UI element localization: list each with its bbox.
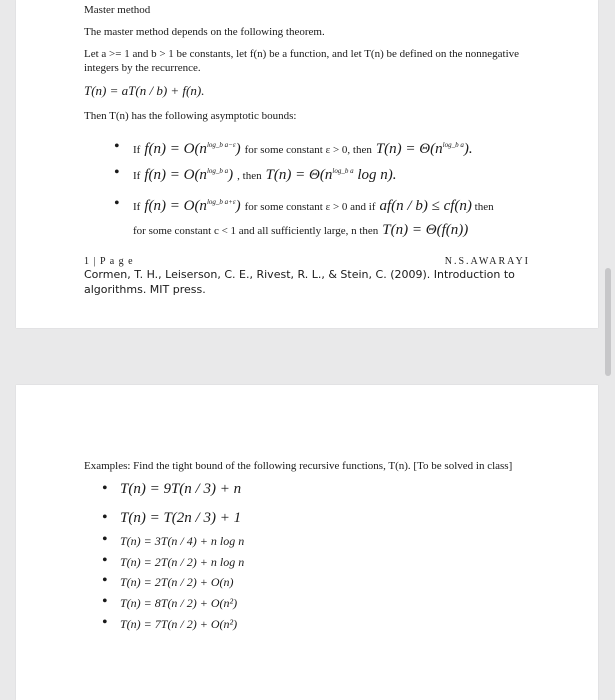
let-line-2: integers by the recurrence.	[84, 62, 201, 74]
regularity-formula: af(n / b) ≤ cf(n)	[379, 198, 472, 214]
example-formula: T(n) = T(2n / 3) + 1	[120, 510, 242, 526]
citation-line-2: algorithms. MIT press.	[84, 283, 206, 296]
condition-formula: $f(n) = O(n^{log\_b a})$	[144, 167, 234, 183]
examples-heading: Examples: Find the tight bound of the following recursive functions, T(n). [To be solved in class]	[84, 460, 513, 472]
bullet-dot: •	[114, 138, 120, 155]
example-formula: T(n) = 8T(n / 2) + O(n²)	[120, 596, 238, 610]
page-number: 1 | P a g e	[84, 256, 134, 267]
condition-text: for some constant ε > 0, then	[244, 144, 372, 156]
section-heading: Master method	[84, 4, 151, 16]
if-label: If	[133, 201, 141, 213]
citation-line-1: Cormen, T. H., Leiserson, C. E., Rivest, R. L., & Stein, C. (2009). Introduction to	[84, 268, 515, 281]
intro-text: The master method depends on the following theorem.	[84, 26, 325, 38]
bullet-dot: •	[102, 614, 108, 631]
document-page-1	[16, 0, 598, 328]
bullet-dot: •	[114, 195, 120, 212]
recurrence-formula: T(n) = aT(n / b) + f(n).	[84, 83, 205, 98]
bullet-dot: •	[102, 480, 108, 497]
bullet-dot: •	[102, 509, 108, 526]
condition-text: , then	[237, 170, 262, 182]
bullet-dot: •	[102, 593, 108, 610]
condition-formula: $f(n) = O(n^{log\_b a-\varepsilon})$	[144, 141, 241, 157]
then-text: Then T(n) has the following asymptotic bounds:	[84, 110, 297, 122]
document-page-2	[16, 385, 598, 700]
example-formula: T(n) = 7T(n / 2) + O(n²)	[120, 617, 238, 631]
let-line-1: Let a >= 1 and b > 1 be constants, let f(n) be a function, and let T(n) be defined on the nonnegative	[84, 48, 520, 60]
if-label: If	[133, 170, 141, 182]
example-formula: T(n) = 9T(n / 3) + n	[120, 481, 242, 497]
bullet-dot: •	[114, 164, 120, 181]
result-formula: $T(n) = \Theta(n^{log\_b a})$.	[375, 141, 473, 157]
author-name: N.S.AWARAYI	[444, 256, 530, 267]
example-formula: T(n) = 2T(n / 2) + O(n)	[120, 575, 234, 589]
example-formula: T(n) = 2T(n / 2) + n log n	[120, 555, 245, 569]
example-formula: T(n) = 3T(n / 4) + n log n	[120, 534, 245, 548]
scrollbar-thumb[interactable]	[605, 268, 611, 376]
if-label: If	[133, 144, 141, 156]
result-formula: $T(n) = \Theta(n^{log\_b a}$ log n).	[265, 167, 397, 183]
bullet-dot: •	[102, 552, 108, 569]
case3-result-formula: T(n) = Θ(f(n))	[382, 222, 469, 238]
then-label: then	[471, 201, 494, 213]
condition-formula: $f(n) = O(n^{log\_b a+\varepsilon})$	[144, 198, 241, 214]
bullet-dot: •	[102, 531, 108, 548]
bullet-dot: •	[102, 572, 108, 589]
case3-line2-text: for some constant c < 1 and all sufficiently large, n then	[133, 225, 379, 237]
condition-text: for some constant ε > 0 and if	[244, 201, 376, 213]
